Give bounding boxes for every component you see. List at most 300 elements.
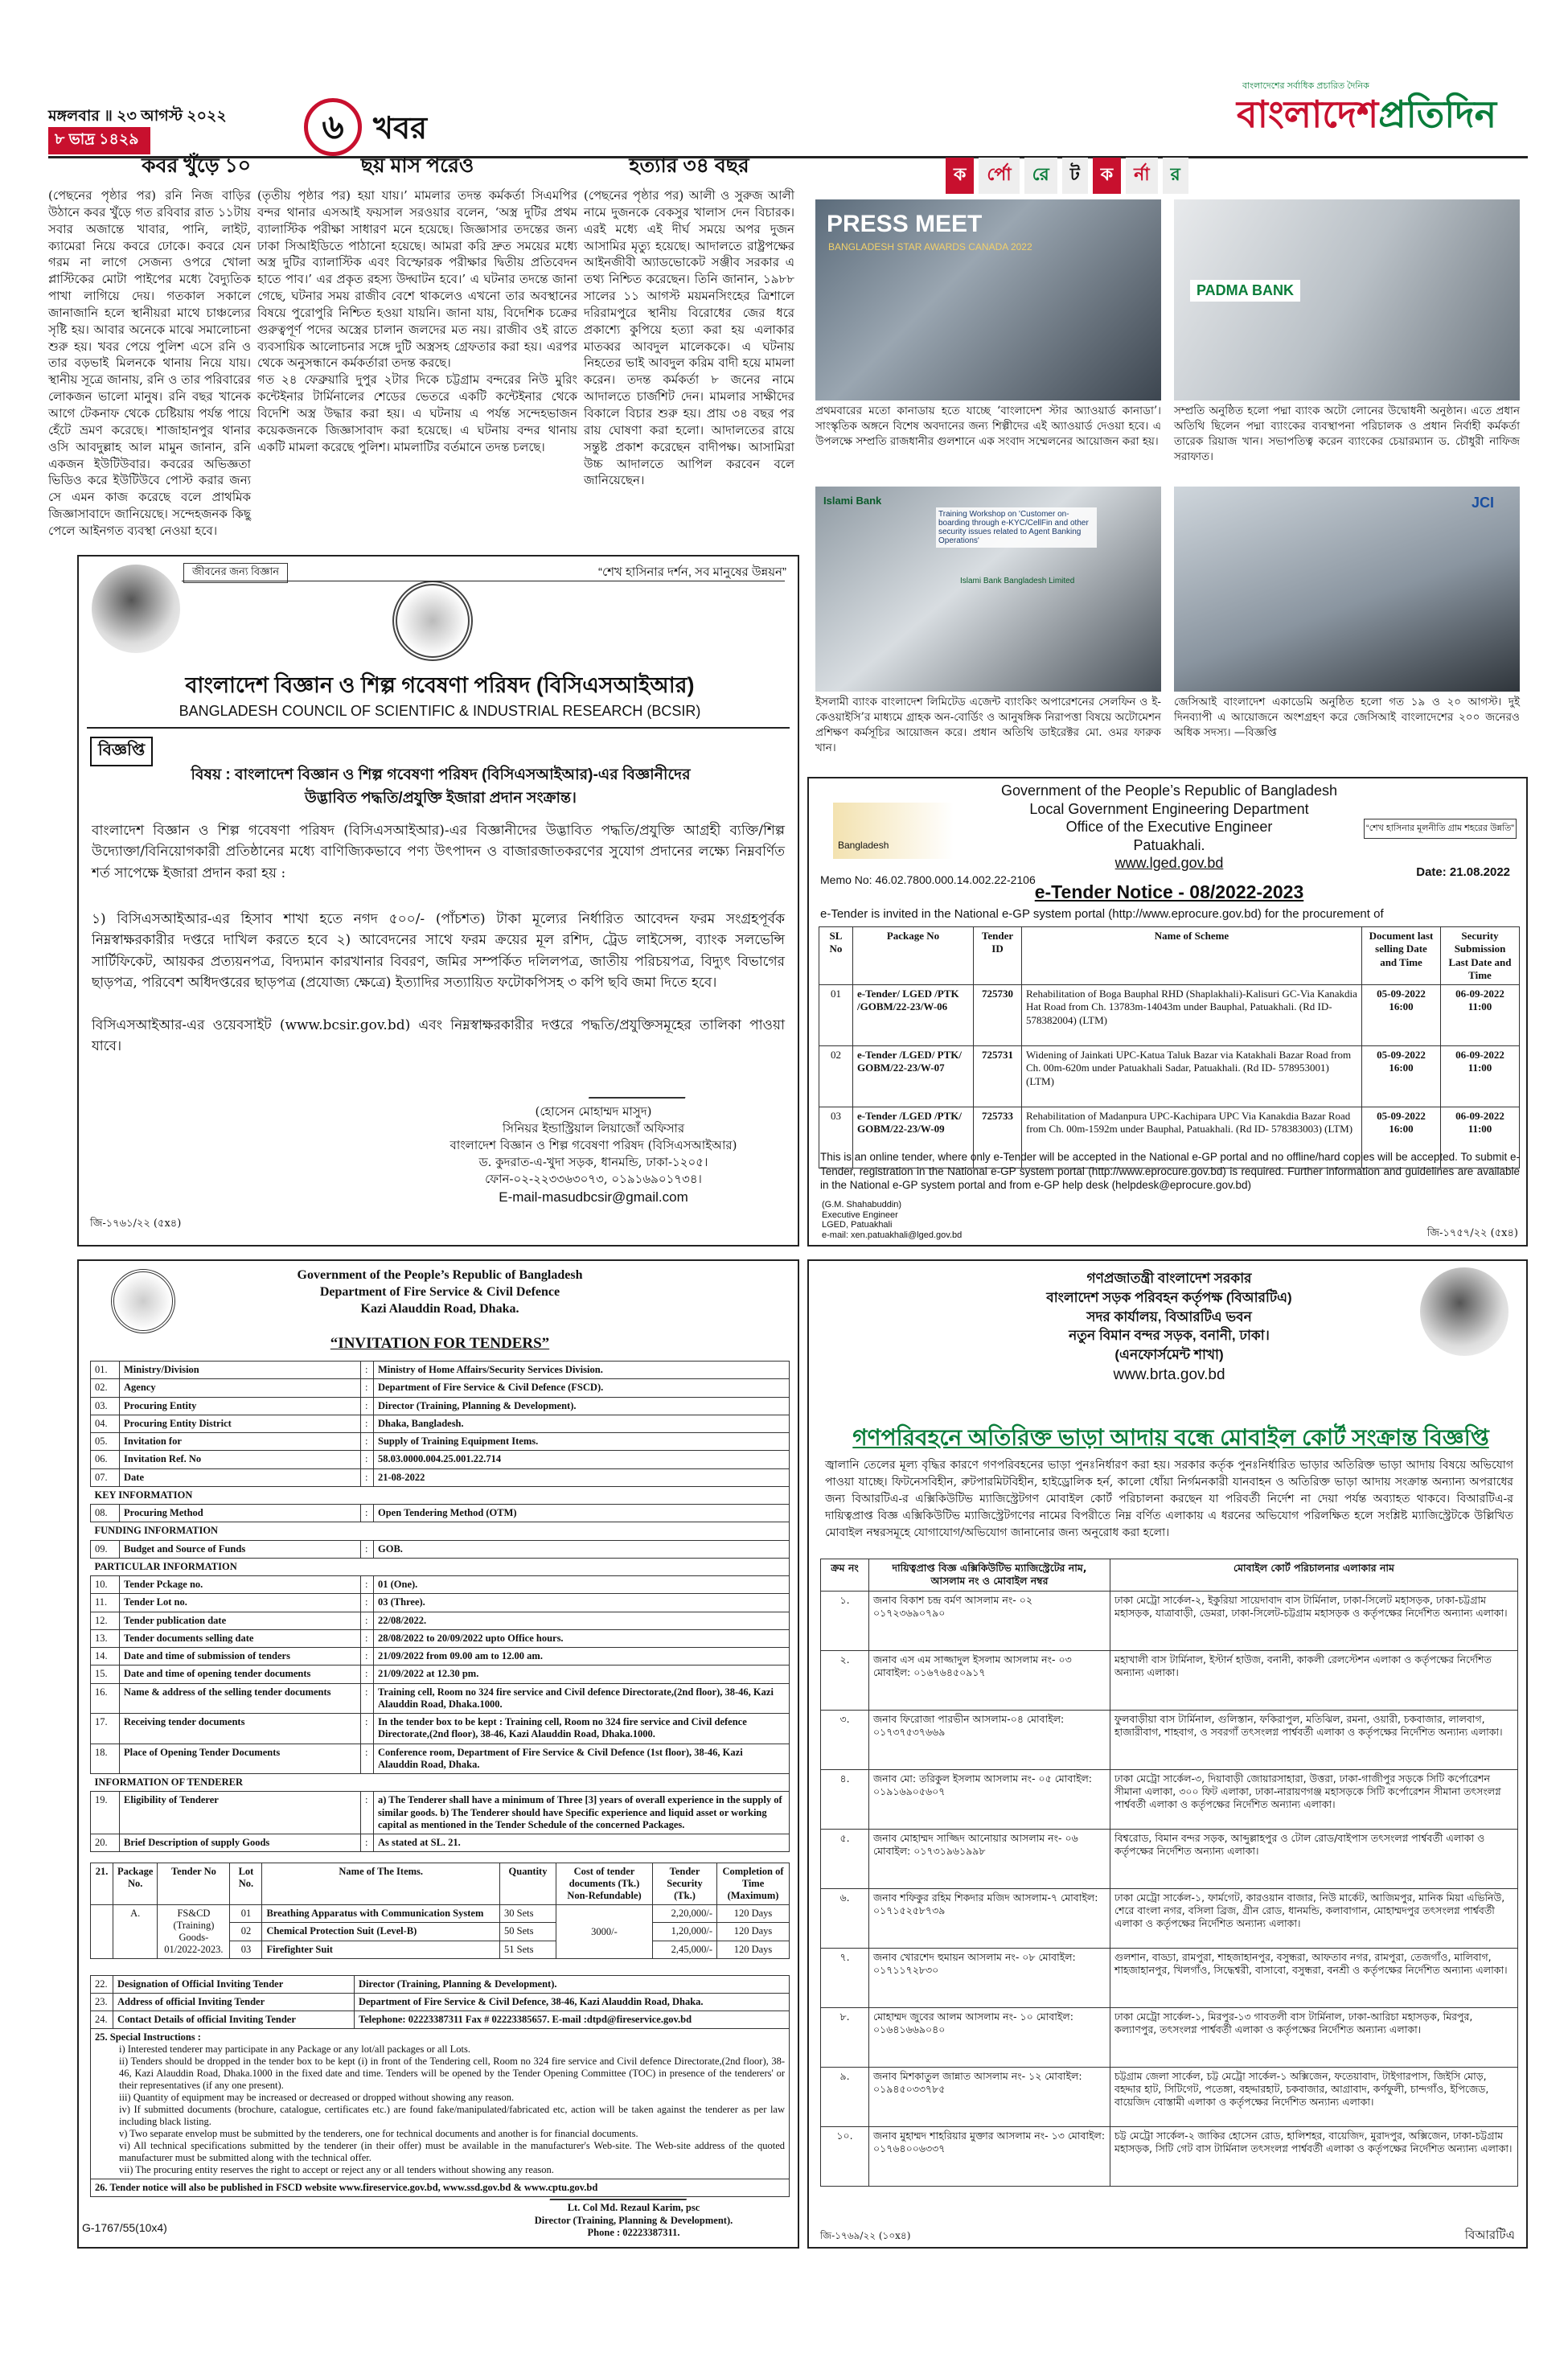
th: Package No bbox=[853, 927, 974, 985]
cell: মহাখালী বাস টার্মিনাল, ইস্টার্ন হাউজ, বনানী, কাকলী রেলস্টেশন এলাকা ও কর্তৃপক্ষের নির্দেশিত অন্যান্য এলাকা। bbox=[1110, 1650, 1518, 1710]
table-row bbox=[91, 1522, 790, 1540]
heading-letter: ট bbox=[1062, 158, 1088, 194]
header-line: Department of Fire Service & Civil Defence bbox=[319, 1284, 560, 1299]
top-tag: জীবনের জন্য বিজ্ঞান bbox=[183, 563, 288, 583]
article-body: (তৃতীয় পৃষ্ঠার পর) হয়া যায়।’ মামলার তদন্ত কর্মকর্তা সিএমপির বন্দর থানার এসআই ফয়সাল সরওয়ার বলেন, ‘অস্ত্র দুটির প্রথম ব্যালাস্টিক পরীক্ষা সাধারণ মনে হয়েছে। জিজ্ঞাসার তদন্তের জন্য ঢাকা সিআইডিতে পাঠানো হয়েছে। আমরা করি দ্রুত সময়ের মধ্যে অস্ত্র দুটির ব্যালাস্টিক এবং বিস্ফোরক পরীক্ষার দ্বিতীয় প্রতিবেদন হাতে পাব।’ এর প্রকৃত রহস্য উদ্ঘাটন হবে।’ এ ঘটনার তদন্তে জানা গেছে, ঘটনার সময় রাজীব বেশে থাকলেও এখনো তার অবস্থানের বিষয়ে পুরোপুরি নিশ্চিত হওয়া যায়নি। জানা যায়, বিদেশিক চক্রের গুরুত্বপূর্ণ পদের অস্ত্রের চালান জলদের মত নয়। রাজীব ওই রাতে ব্যবসায়িক আলোচনার সঙ্গে দুটি অস্ত্রসহ গ্রেফতার করা হয়। এরপর থেকে অনুসন্ধানে কর্মকর্তারা তদন্ত করছে। bbox=[257, 188, 577, 371]
cell[interactable]: জনাব বিকাশ চন্দ্র বর্মণ আসলাম নং- ০২ ০১৭২৩৬৯০৭৯০ bbox=[869, 1591, 1110, 1650]
cell: A. bbox=[113, 1905, 158, 1959]
table-row bbox=[821, 1591, 1518, 1650]
cell: 05-09-2022 16:00 bbox=[1362, 1046, 1441, 1107]
cell: Tender documents selling date bbox=[120, 1629, 361, 1647]
cell[interactable]: মোহাম্মদ জুবের আলম আসলাম নং- ১০ মোবাইল: ০১৬৪১৬৬৯০৪০ bbox=[869, 2007, 1110, 2067]
special-item: iii) Quantity of equipment may be increased or decreased or dropped without showing any reason. bbox=[119, 2092, 515, 2103]
cell: : bbox=[361, 1468, 374, 1486]
header-line: Government of the People’s Republic of Bangladesh bbox=[297, 1268, 583, 1282]
cell: Receiving tender documents bbox=[120, 1714, 361, 1744]
cell bbox=[91, 1905, 113, 1959]
cell: : bbox=[361, 1834, 374, 1852]
special-item: vi) All technical specifications submitted by the tenderer (in their offer) must be available in the manufacturer's Web-site. The Web-site address of the quoted manufacturer must be submitted along with the technical offer. bbox=[119, 2140, 785, 2163]
memo-date: Date: 21.08.2022 bbox=[1416, 865, 1510, 879]
cell: Procuring Method bbox=[120, 1505, 361, 1522]
heading-letter: ক bbox=[946, 158, 974, 194]
cell: 06-09-2022 11:00 bbox=[1441, 1107, 1520, 1169]
article-body-2: গত ২৪ ফেব্রুয়ারি দুপুর ২টার দিকে চট্টগ্রাম বন্দরের নিউ মুরিং কন্টেইনার টার্মিনালের শেডের ভেতরে একটি কন্টেইনার থেকে বিদেশি অস্ত্র উদ্ধার করা হয়। এ ঘটনায় এ পর্যন্ত সন্দেহভাজন কয়েকজনকে জিজ্ঞাসাবাদ করা হয়েছে। এ ঘটনায় বন্দর থানায় একটি মামলা করেছে পুলিশ। মামলাটির বর্তমানে তদন্ত চলছে। bbox=[257, 372, 577, 454]
table-row bbox=[91, 1905, 790, 1923]
table-row bbox=[91, 1648, 790, 1665]
caption: ইসলামী ব্যাংক বাংলাদেশ লিমিটেড এজেন্ট ব্যাংকিং অপারেশনের সেলফিন ও ই-কেওয়াইসি’র মাধ্যমে গ্রাহক অন-বোর্ডিং ও আনুষঙ্গিক নিরাপত্তা বিষয়ে অটোমেশন প্রশিক্ষণ কর্মসূচির আয়োজন করে। প্রধান অতিথি ডাইরেক্টর মো. ওমর ফারুক খান। bbox=[815, 696, 1161, 754]
title-bn: বাংলাদেশ বিজ্ঞান ও শিল্প গবেষণা পরিষদ (বিসিএসআইআর) bbox=[185, 673, 695, 697]
section-heading: INFORMATION OF TENDERER bbox=[91, 1774, 790, 1792]
table-header bbox=[91, 1863, 790, 1905]
caption: জেসিআই বাংলাদেশ একাডেমি অনুষ্ঠিত হলো গত ১৯ ও ২০ আগস্ট। দুই দিনব্যাপী এ আয়োজনে অংশগ্রহণ করে জেসিআই বাংলাদেশের ২০০ জনেরও অধিক সদস্য। —বিজ্ঞপ্তি bbox=[1174, 696, 1520, 739]
cell: 58.03.0000.004.25.001.22.714 bbox=[374, 1451, 790, 1468]
special-title: 25. Special Instructions : bbox=[95, 2031, 201, 2043]
sign-block bbox=[400, 1103, 786, 1207]
th: Completion of Time (Maximum) bbox=[717, 1863, 790, 1905]
cell: Open Tendering Method (OTM) bbox=[374, 1505, 790, 1522]
table-row bbox=[91, 1433, 790, 1451]
page-number: ৬ bbox=[304, 98, 362, 156]
header-line: Kazi Alauddin Road, Dhaka. bbox=[360, 1301, 519, 1316]
table-row bbox=[821, 2067, 1518, 2126]
brta-header bbox=[809, 1269, 1529, 1386]
lged-sign bbox=[822, 1200, 962, 1241]
th: 21. bbox=[91, 1863, 113, 1905]
cell: 05-09-2022 16:00 bbox=[1362, 985, 1441, 1046]
fire-items-table bbox=[90, 1863, 790, 1959]
cell: ৮. bbox=[821, 2007, 869, 2067]
cell: Procuring Entity District bbox=[120, 1415, 361, 1432]
cell: Eligibility of Tenderer bbox=[120, 1792, 361, 1834]
cell: : bbox=[361, 1397, 374, 1415]
cell: 13. bbox=[91, 1629, 120, 1647]
tender-table bbox=[819, 926, 1520, 1169]
th: Security Submission Last Date and Time bbox=[1441, 927, 1520, 985]
special-item: v) Two separate envelop must be submitted by the tenderers, one for technical documents and another is for financial documents. bbox=[119, 2128, 638, 2139]
th: দায়িত্বপ্রাপ্ত বিজ্ঞ এক্সিকিউটিভ ম্যাজিস্ট্রেটের নাম, আসলাম নং ও মোবাইল নম্বর bbox=[869, 1559, 1110, 1592]
article-body: (পেছনের পৃষ্ঠার পর) রনি নিজ বাড়ির উঠানে কবর খুঁড়ে গত রবিবার রাত ১১টায় সবার অজান্তে খাবার, পানি, লাইট, ক্যামেরা নিয়ে কবরে ঢোকে। কবরে যেন গরম না লাগে সেজন্য ওপরে খোলা প্লাস্টিকের মোটা পাইপের মধ্যে বৈদ্যুতিক পাখা লাগিয়ে দেয়। গতকাল সকালে জানাজানি হলে স্থানীয়রা মাথে চাঞ্চল্যের সৃষ্টি হয়। আবার অনেকে মাঝে সমালোচনা শুরু হয়। খবর পেয়ে পুলিশ এসে রনি ও তার বড়ভাই মিলনকে থানায় নিয়ে যায়। স্থানীয় সূত্রে জানায়, রনি ও তার পরিবারের লোকজন ভালো মানুষ। রনি বছর খানেক আগে টেকনাফ থেকে চেষ্টিয়ায় পর্যন্ত পায়ে হেঁটে ভ্রমণ করেছে। শাজাহানপুর থানার ওসি আবদুল্লাহ আল মামুন জানান, রনি একজন ইউটিউবার। কবরের অভিজ্ঞতা ভিডিও করে ইউটিউবে পোস্ট করার জন্য সে এমন কাজ করেছে বলে প্রাথমিক জিজ্ঞাসাবাদে জানিয়েছে। সন্দেহজনক কিছু পেলে আইনগত ব্যবস্থা নেওয়া হবে। bbox=[48, 188, 251, 538]
cell: Date and time of submission of tenders bbox=[120, 1648, 361, 1665]
photo-text: BANGLADESH STAR AWARDS CANADA 2022 bbox=[828, 241, 1032, 253]
cell: 21-08-2022 bbox=[374, 1468, 790, 1486]
corporate-heading bbox=[946, 158, 1188, 194]
cell: Ministry/Division bbox=[120, 1362, 361, 1379]
cell: 16. bbox=[91, 1683, 120, 1714]
header-line: Office of the Executive Engineer bbox=[1065, 819, 1273, 835]
cell: 725730 bbox=[974, 985, 1022, 1046]
lged-url[interactable]: www.lged.gov.bd bbox=[1114, 855, 1224, 871]
cell: Conference room, Department of Fire Service & Civil Defence (1st floor), 38-46, Kazi Alauddin Road, Dhaka. bbox=[374, 1744, 790, 1774]
cell: : bbox=[361, 1379, 374, 1397]
para-3: বিসিএসআইআর-এর ওয়েবসাইট (www.bcsir.gov.bd) এবং নিম্নস্বাক্ষরকারীর দপ্তরে পদ্ধতি/প্রযুক্তিসমূহের তালিকা পাওয়া যাবে। bbox=[92, 1017, 785, 1055]
cell: Tender Lot no. bbox=[120, 1594, 361, 1612]
badge-text: Bangladesh bbox=[838, 840, 889, 851]
cell: 725733 bbox=[974, 1107, 1022, 1169]
cell: ফুলবাড়ীয়া বাস টার্মিনাল, গুলিস্তান, ফকিরাপুল, মতিঝিল, রমনা, ওয়ারী, চকবাজার, লালবাগ, হাজারীবাগ, শাহবাগ, ও সবরগাঁ তৎসংলগ্ন পার্শ্ববর্তী এলাকা ও কর্তৃপক্ষের নির্দেশিত অন্যান্য এলাকা। bbox=[1110, 1710, 1518, 1769]
cell: 22. bbox=[91, 1976, 113, 1994]
th: Tender No bbox=[158, 1863, 230, 1905]
article-kobor bbox=[48, 150, 251, 538]
photo-padma-bank bbox=[1174, 199, 1520, 400]
cell: : bbox=[361, 1594, 374, 1612]
cell: : bbox=[361, 1629, 374, 1647]
photo-text: PRESS MEET bbox=[827, 211, 983, 237]
bcsir-seal-icon bbox=[392, 581, 473, 661]
special-item: i) Interested tenderer may participate in any Package or any lot/all packages or all Lots. bbox=[119, 2043, 470, 2055]
cell: FS&CD (Training) Goods-01/2022-2023. bbox=[158, 1905, 230, 1959]
cell[interactable]: জনাব মোহাম্মদ সাজ্জিদ আনোয়ার আসলাম নং- ০৬ মোবাইল: ০১৭৩১৯৬১৯৯৮ bbox=[869, 1829, 1110, 1888]
cell[interactable]: জনাব ফিরোজা পারভীন আসলাম-০৪ মোবাইল: ০১৭৩৭৫৩৭৬৬৯ bbox=[869, 1710, 1110, 1769]
cell: 21/09/2022 at 12.30 pm. bbox=[374, 1665, 790, 1683]
fire-title: “INVITATION FOR TENDERS” bbox=[330, 1335, 550, 1352]
article-title: ছয় মাস পরেও bbox=[360, 154, 474, 177]
brta-url[interactable]: www.brta.gov.bd bbox=[1113, 1366, 1225, 1383]
cell: e-Tender /LGED /PTK/ GOBM/22-23/W-09 bbox=[853, 1107, 974, 1169]
cell: 05. bbox=[91, 1433, 120, 1451]
brta-table bbox=[820, 1559, 1518, 2187]
th: Document last selling Date and Time bbox=[1362, 927, 1441, 985]
caption: প্রথমবারের মতো কানাডায় হতে যাচ্ছে ‘বাংলাদেশ স্টার অ্যাওয়ার্ড কানাডা’। সাংস্কৃতিক অঙ্গনে বিশেষ অবদানের জন্য শিল্পীদের এই অ্যাওয়ার্ড দেওয়া হবে। এ উপলক্ষে সম্প্রতি রাজধানীর গুলশানে এক সংবাদ সম্মেলনের আয়োজন করা হয়। bbox=[815, 405, 1161, 448]
cell: 2,45,000/- bbox=[653, 1941, 717, 1958]
cell: Supply of Training Equipment Items. bbox=[374, 1433, 790, 1451]
cell[interactable]: জনাব খোরশেদ হুমায়ন আসলাম নং- ০৮ মোবাইল: ০১৭১১৭২৮৩০ bbox=[869, 1948, 1110, 2007]
bcsir-notice bbox=[77, 555, 799, 1247]
cell: Name & address of the selling tender documents bbox=[120, 1683, 361, 1714]
cell: : bbox=[361, 1648, 374, 1665]
cell: 14. bbox=[91, 1648, 120, 1665]
table-row bbox=[91, 1612, 790, 1629]
ad-ref: জি-১৭৬১/২২ (৫x৪) bbox=[90, 1218, 182, 1230]
sign-name: (হোসেন মোহাম্মদ মাসুদ) bbox=[535, 1104, 652, 1119]
cell: 50 Sets bbox=[500, 1923, 556, 1941]
notice-title: e-Tender Notice - 08/2022-2023 bbox=[1034, 881, 1304, 902]
th: Tender ID bbox=[974, 927, 1022, 985]
special-item: ii) Tenders should be dropped in the tender box to be kept (i) in front of the Tendering cell, Room no 324 fire service and Civil defence Directorate,(2nd floor), 38-46, Kazi Alauddin Road, Dhaka.1000 in the fixed date and time. Tenders will be opened by the Tender Opening Committee (TOC) in presence of the tenderers' or their representatives (if any one present). bbox=[119, 2056, 785, 2091]
header-line: বাংলাদেশ সড়ক পরিবহন কর্তৃপক্ষ (বিআরটিএ) bbox=[1046, 1289, 1292, 1305]
logo-tagline: বাংলাদেশের সর্বাধিক প্রচারিত দৈনিক bbox=[1242, 81, 1369, 91]
cell: 22/08/2022. bbox=[374, 1612, 790, 1629]
table-row bbox=[91, 1362, 790, 1379]
header-line: Local Government Engineering Department bbox=[1029, 800, 1309, 817]
heading-letter: র bbox=[1163, 158, 1188, 194]
article-chhoy bbox=[257, 150, 577, 528]
cell: 21/09/2022 from 09.00 am to 12.00 am. bbox=[374, 1648, 790, 1665]
table-header bbox=[819, 927, 1520, 985]
cell: a) The Tenderer shall have a minimum of Three [3] years of overall experience in the supply of similar goods. b) The Tenderer should have Specific experience and liquid asset or working capital as mentioned in the Tender Schedule of the concerned Packages. bbox=[374, 1792, 790, 1834]
cell: Procuring Entity bbox=[120, 1397, 361, 1415]
cell: Tender Pckage no. bbox=[120, 1576, 361, 1594]
cell: 120 Days bbox=[717, 1941, 790, 1958]
photo-islami-bank bbox=[815, 487, 1161, 692]
fire-header bbox=[79, 1267, 801, 1317]
sign-line[interactable]: e-mail: xen.patuakhali@lged.gov.bd bbox=[822, 1230, 963, 1240]
right-slogan: “শেখ হাসিনার মূলনীতি গ্রাম শহরের উন্নতি” bbox=[1364, 819, 1517, 839]
notice-intro: e-Tender is invited in the National e-GP system portal (http://www.eprocure.gov.bd) for the procurement of bbox=[820, 907, 1384, 921]
signature-icon bbox=[589, 1071, 695, 1099]
cell: 15. bbox=[91, 1665, 120, 1683]
special-item: vii) The procuring entity reserves the right to accept or reject any or all tenders without showing any reason. bbox=[119, 2164, 554, 2175]
table-row bbox=[91, 1976, 790, 1994]
photo-press-meet bbox=[815, 199, 1161, 400]
footer-right: বিআরটিএ bbox=[1464, 2228, 1515, 2242]
table-row bbox=[91, 1540, 790, 1558]
sign-line: ড. কুদরাত-এ-খুদা সড়ক, ধানমন্ডি, ঢাকা-১২০৫। bbox=[478, 1155, 708, 1169]
date-line: মঙ্গলবার ॥ ২৩ আগস্ট ২০২২ bbox=[48, 108, 227, 125]
cell: Breathing Apparatus with Communication System bbox=[262, 1905, 500, 1923]
cell: ঢাকা মেট্রো সার্কেল-১, মিরপুর-১৩ গাবতলী বাস টার্মিনাল, ঢাকা-আরিচা মহাসড়ক, মিরপুর, কল্যাণপুর, তৎসংলগ্ন পার্শ্ববর্তী এলাকা ও কর্তৃপক্ষের নির্দেশিত অন্যান্য এলাকা। bbox=[1110, 2007, 1518, 2067]
fire-service-tender bbox=[77, 1259, 799, 2249]
table-row bbox=[821, 1888, 1518, 1948]
cell: 01 (One). bbox=[374, 1576, 790, 1594]
cell: Training cell, Room no 324 fire service and Civil defence Directorate,(2nd floor), 38-46, Kazi Alauddin Road, Dhaka.1000. bbox=[374, 1683, 790, 1714]
cell: Director (Training, Planning & Development). bbox=[355, 1976, 790, 1994]
cell: 120 Days bbox=[717, 1923, 790, 1941]
corporate-corner bbox=[809, 153, 1528, 772]
table-row bbox=[821, 1710, 1518, 1769]
table-row bbox=[91, 1505, 790, 1522]
cell: 02 bbox=[230, 1923, 262, 1941]
cell: 20. bbox=[91, 1834, 120, 1852]
table-row bbox=[91, 1397, 790, 1415]
cell: 01. bbox=[91, 1362, 120, 1379]
table-row bbox=[91, 1714, 790, 1744]
photo-text: Islami Bank bbox=[823, 495, 882, 507]
cell: 03 bbox=[819, 1107, 853, 1169]
header-line: Patuakhali. bbox=[1133, 836, 1205, 853]
heading-letter: রে bbox=[1024, 158, 1057, 194]
table-row bbox=[91, 2011, 790, 2029]
th: Name of The Items. bbox=[262, 1863, 500, 1905]
th: মোবাইল কোর্ট পরিচালনার এলাকার নাম bbox=[1110, 1559, 1518, 1592]
th: Package No. bbox=[113, 1863, 158, 1905]
heading-letter: র্না bbox=[1126, 158, 1158, 194]
caption: সম্প্রতি অনুষ্ঠিত হলো পদ্মা ব্যাংক অটো লোনের উদ্বোধনী অনুষ্ঠান। এতে প্রধান অতিথি ছিলেন পদ্মা ব্যাংকের ব্যবস্থাপনা পরিচালক ও প্রধান নির্বাহী কর্মকর্তা তারেক রিয়াজ খান। সভাপতিত্ব করেন ব্যাংকের চেয়ারম্যান ড. চৌধুরী নাফিজ সরাফাত। bbox=[1174, 405, 1520, 463]
cell: 51 Sets bbox=[500, 1941, 556, 1958]
header-line: গণপ্রজাতন্ত্রী বাংলাদেশ সরকার bbox=[1086, 1271, 1252, 1286]
table-row bbox=[91, 1994, 790, 2011]
cell: Rehabilitation of Boga Bauphal RHD (Shaplakhali)-Kalisuri GC-Via Kanakdia Hat Road from Ch. 13783m-14043m under Bauphal, Patuakhali. (Rd ID- 578382004) (LTM) bbox=[1022, 985, 1362, 1046]
cell: 17. bbox=[91, 1714, 120, 1744]
title-en: BANGLADESH COUNCIL OF SCIENTIFIC & INDUSTRIAL RESEARCH (BCSIR) bbox=[179, 703, 701, 719]
brta-intro: জ্বালানি তেলের মূল্য বৃদ্ধির কারণে গণপরিবহনের ভাড়া পুনঃনির্ধারণ করা হয়। সরকার কর্তৃক পুনঃনির্ধারিত ভাড়ার অতিরিক্ত ভাড়া আদায় বিষয়ে অভিযোগ পাওয়া যাচ্ছে। ফিটনেসবিহীন, রুটপারমিটবিহীন, হাইড্রোলিক হর্ন, কালো ধোঁয়া নির্গমনকারী যানবাহন ও অতিরিক্ত ভাড়া আদায় সংক্রান্ত অন্যান্য অপরাধের জন্য বিআরটিএ-র এক্সিকিউটিভ ম্যাজিস্ট্রেটগণ মোবাইল কোর্ট পরিচালনা করছেন যা পরিবর্তী নির্দেশ না দেয়া পর্যন্ত অব্যাহত থাকবে। বিআরটিএ-র দায়িত্বপ্রাপ্ত বিজ্ঞ এক্সিকিউটিভ ম্যাজিস্ট্রেটগণের নামের বিপরীতে নিম্ন বর্ণিত এলাকায় এ ধরনের অভিযোগ পরিলক্ষিত হলে সংশ্লিষ্ট ম্যাজিস্ট্রেটকে উল্লিখিত মোবাইল নম্বরসমূহে যোগাযোগ/অভিযোগ জানানোর জন্য অনুরোধ করা হলো। bbox=[825, 1459, 1513, 1539]
cell: Brief Description of supply Goods bbox=[120, 1834, 361, 1852]
sign-line: ফোন-০২-২২৩৩৬৩০৭৩, ০১৯১৬৯০১৭৩৪। bbox=[485, 1172, 702, 1186]
cell: : bbox=[361, 1451, 374, 1468]
cell: 12. bbox=[91, 1612, 120, 1629]
cell: Rehabilitation of Madanpura UPC-Kachipara UPC Via Kanakdia Bazar Road from Ch. 00m-1592m under Bauphal, Patuakhali. (Rd ID- 578383003) (LTM) bbox=[1022, 1107, 1362, 1169]
mujib-logo-icon bbox=[92, 565, 180, 653]
cell: ৬. bbox=[821, 1888, 869, 1948]
photo-text: JCI bbox=[1472, 495, 1495, 511]
brand-logo[interactable] bbox=[1237, 92, 1496, 137]
header-line: Government of the People’s Republic of Bangladesh bbox=[1001, 782, 1337, 799]
cell: 11. bbox=[91, 1594, 120, 1612]
cell[interactable]: জনাব মুহাম্মদ শাহরিয়ার মুক্তার আসলাম নং- ১৩ মোবাইল: ০১৭৬৪০০৬৩৩৭ bbox=[869, 2126, 1110, 2186]
brta-title: গণপরিবহনে অতিরিক্ত ভাড়া আদায় বন্ধে মোবাইল কোর্ট সংক্রান্ত বিজ্ঞপ্তি bbox=[852, 1425, 1489, 1450]
cell: 1,20,000/- bbox=[653, 1923, 717, 1941]
cell: 23. bbox=[91, 1994, 113, 2011]
cell: 02 bbox=[819, 1046, 853, 1107]
cell[interactable]: জনাব এস এম সাজ্জাদুল ইসলাম আসলাম নং- ০৩ মোবাইল: ০১৬৭৬৪৫০৯১৭ bbox=[869, 1650, 1110, 1710]
sign-line: Director (Training, Planning & Development). bbox=[534, 2214, 733, 2226]
cell: 19. bbox=[91, 1792, 120, 1834]
table-row bbox=[819, 1046, 1520, 1107]
th: Tender Security (Tk.) bbox=[653, 1863, 717, 1905]
cell: Date and time of opening tender documents bbox=[120, 1665, 361, 1683]
table-header bbox=[821, 1559, 1518, 1592]
cell: Place of Opening Tender Documents bbox=[120, 1744, 361, 1774]
cell: 01 bbox=[230, 1905, 262, 1923]
th: Cost of tender documents (Tk.) Non-Refundable) bbox=[556, 1863, 653, 1905]
cell: : bbox=[361, 1540, 374, 1558]
cell: In the tender box to be kept : Training cell, Room no 324 fire service and Civil defence Directorate,(2nd floor), 38-46, Kazi Alauddin Road, Dhaka.1000. bbox=[374, 1714, 790, 1744]
table-row bbox=[91, 1629, 790, 1647]
cell: Widening of Jainkati UPC-Katua Taluk Bazar via Katakhali Bazar Road from Ch. 00m-620m under Patuakhali Sadar, Patuakhali. (Rd ID- 578953001) (LTM) bbox=[1022, 1046, 1362, 1107]
sign-line: LGED, Patuakhali bbox=[822, 1220, 893, 1230]
table-row bbox=[91, 1792, 790, 1834]
table-row bbox=[91, 1468, 790, 1486]
heading-letter: র্পো bbox=[979, 158, 1019, 194]
table-row bbox=[91, 1834, 790, 1852]
signature-icon bbox=[549, 2178, 693, 2200]
table-row bbox=[821, 1829, 1518, 1888]
table-row bbox=[91, 1379, 790, 1397]
cell: ৩. bbox=[821, 1710, 869, 1769]
cell: : bbox=[361, 1792, 374, 1834]
fire-info-table bbox=[90, 1361, 790, 1852]
cell: ১০. bbox=[821, 2126, 869, 2186]
cell: e-Tender /LGED/ PTK/ GOBM/22-23/W-07 bbox=[853, 1046, 974, 1107]
cell: 10. bbox=[91, 1576, 120, 1594]
cell[interactable]: জনাব মো: তরিকুল ইসলাম আসলাম নং- ০৫ মোবাইল: ০১৯১৬৯০৫৬০৭ bbox=[869, 1769, 1110, 1829]
special-item: iv) If submitted documents (brochure, catalogue, certificates etc.) are found fake/manipulated/fabricated etc, action will be taken against the tenderer as per law including black listing. bbox=[119, 2104, 785, 2127]
website-note[interactable]: 26. Tender notice will also be published in FSCD website www.fireservice.gov.bd, www.ssd.gov.bd & www.cptu.gov.bd bbox=[91, 2179, 790, 2197]
th: Quantity bbox=[500, 1863, 556, 1905]
cell: 06. bbox=[91, 1451, 120, 1468]
divider bbox=[87, 727, 790, 729]
cell: Dhaka, Bangladesh. bbox=[374, 1415, 790, 1432]
lged-logo-icon bbox=[833, 803, 954, 859]
cell: : bbox=[361, 1744, 374, 1774]
cell: 120 Days bbox=[717, 1905, 790, 1923]
cell: : bbox=[361, 1683, 374, 1714]
cell: Department of Fire Service & Civil Defence, 38-46, Kazi Alauddin Road, Dhaka. bbox=[355, 1994, 790, 2011]
cell: 24. bbox=[91, 2011, 113, 2029]
cell: Address of official Inviting Tender bbox=[113, 1994, 355, 2011]
cell: চট্ট মেট্রো সার্কেল-২ জাকির হোসেন রোড, হালিশহর, বায়েজিদ, মুরাদপুর, অক্সিজেন, ঢাকা-চট্টগ্রাম মহাসড়ক, সিটি গেট বাস টার্মিনাল তৎসংলগ্ন পার্শ্ববর্তী এলাকা ও কর্তৃপক্ষের নির্দেশিত অন্যান্য এলাকা। bbox=[1110, 2126, 1518, 2186]
cell: 03 (Three). bbox=[374, 1594, 790, 1612]
th: SL No bbox=[819, 927, 853, 985]
cell: e-Tender/ LGED /PTK /GOBM/22-23/W-06 bbox=[853, 985, 974, 1046]
header-line: নতুন বিমান বন্দর সড়ক, বনানী, ঢাকা। bbox=[1069, 1328, 1270, 1344]
table-row bbox=[91, 1744, 790, 1774]
table-row bbox=[91, 1683, 790, 1714]
memo-no: Memo No: 46.02.7800.000.14.002.22-2106 bbox=[820, 873, 1036, 886]
photo-text: Islami Bank Bangladesh Limited bbox=[960, 577, 1075, 585]
logo-part-1: বাংলাদেশ bbox=[1237, 93, 1379, 135]
cell: GOB. bbox=[374, 1540, 790, 1558]
table-row bbox=[821, 2126, 1518, 2186]
cell: Budget and Source of Funds bbox=[120, 1540, 361, 1558]
cell: ঢাকা মেট্রো সার্কেল-২, ইকুরিয়া সায়েদাবাদ বাস টার্মিনাল, ঢাকা-সিলেট মহাসড়ক, ঢাকা-চট্টগ্রাম মহাসড়ক, যাত্রাবাড়ী, ডেমরা, ঢাকা-সিলেট-চট্টগ্রাম মহাসড়ক ও কর্তৃপক্ষের নির্দেশিত অন্যান্য এলাকা। bbox=[1110, 1591, 1518, 1650]
cell: Agency bbox=[120, 1379, 361, 1397]
fire-sign bbox=[481, 2202, 786, 2240]
table-row bbox=[91, 1576, 790, 1594]
subject: বিষয় : বাংলাদেশ বিজ্ঞান ও শিল্প গবেষণা পরিষদ (বিসিএসআইআর)-এর বিজ্ঞানীদের উদ্ভাবিত পদ্ধতি/প্রযুক্তি ইজারা প্রদান সংক্রান্ত। bbox=[191, 766, 691, 807]
ad-ref: জি-১৭৫৭/২২ (৫x৪) bbox=[1426, 1227, 1518, 1239]
sign-line: Lt. Col Md. Rezaul Karim, psc bbox=[567, 2202, 700, 2213]
cell: ৯. bbox=[821, 2067, 869, 2126]
tender-footer-note: This is an online tender, where only e-Tender will be accepted in the National e-GP portal and no offline/hard copies will be accepted. To submit e-Tender, registration in the National e-GP system portal (http://www.eprocure.gov.bd) is required. Further information and guidelines are available in the National e-GP system portal and from e-GP help desk (helpdesk@eprocure.gov.bd) bbox=[820, 1151, 1520, 1192]
brta-notice bbox=[807, 1259, 1528, 2249]
mujib-logo-icon bbox=[1420, 1267, 1508, 1356]
sign-line: Executive Engineer bbox=[822, 1210, 898, 1220]
article-title: হত্যার ৩৪ বছর bbox=[629, 154, 749, 177]
article-title: কবর খুঁড়ে ১০ bbox=[142, 154, 251, 177]
cell: ২. bbox=[821, 1650, 869, 1710]
cell: Date bbox=[120, 1468, 361, 1486]
cell: 04. bbox=[91, 1415, 120, 1432]
header-line: (এনফোর্সমেন্ট শাখা) bbox=[1114, 1347, 1224, 1363]
table-row bbox=[91, 1558, 790, 1575]
cell: : bbox=[361, 1415, 374, 1432]
photo-text: Training Workshop on 'Customer on-boarding through e-KYC/CellFin and other security issues related to Agent Banking Operations' bbox=[936, 507, 1097, 548]
cell[interactable]: Telephone: 02223387311 Fax # 02223385657. E-mail :dtpd@fireservice.gov.bd bbox=[355, 2011, 790, 2029]
cell: 725731 bbox=[974, 1046, 1022, 1107]
cell: Firefighter Suit bbox=[262, 1941, 500, 1958]
top-slogan: “শেখ হাসিনার দর্শন, সব মানুষের উন্নয়ন” bbox=[598, 565, 786, 579]
th: Name of Scheme bbox=[1022, 927, 1362, 985]
cell: 06-09-2022 11:00 bbox=[1441, 985, 1520, 1046]
cell: As stated at SL. 21. bbox=[374, 1834, 790, 1852]
th: Lot No. bbox=[230, 1863, 262, 1905]
photo-text: PADMA BANK bbox=[1190, 280, 1300, 302]
logo-part-2: প্রতিদিন bbox=[1378, 93, 1497, 135]
table-row bbox=[91, 1415, 790, 1432]
article-body: (পেছনের পৃষ্ঠার পর) আলী ও সুরুজ আলী নামে দুজনকে বেকসুর খালাস দেন বিচারক। এরই মধ্যে এই দীর্ঘ সময়ে অপর দুজন আসামির মৃত্যু হয়েছে। আদালতে রাষ্ট্রপক্ষের আইনজীবী অ্যাডভোকেট সঞ্জীব সরকার এ তথ্য নিশ্চিত করেছেন। তিনি জানান, ১৯৮৮ সালের ১১ আগস্ট ময়মনসিংহের ত্রিশালে দরিরামপুরে স্থানীয় বিরোধের জের ধরে প্রকাশ্যে কুপিয়ে হত্যা করা হয় এলাকার মাতব্বর আবদুল মালেককে। এ ঘটনায় নিহতের ভাই আবদুল করিম বাদী হয়ে মামলা করেন। তদন্ত কর্মকর্তা ৮ জনের নামে আদালতে চার্জশিট দেন। মামলার সাক্ষীদের বিকালে বিচার শুরু হয়। প্রায় ৩৪ বছর পর রায় ঘোষণা করা হলো। আদালতের রায়ে সন্তুষ্ট প্রকাশ করেছেন বাদীপক্ষ। আসামিরা উচ্চ আদালতে আপিল করবেন বলে জানিয়েছেন। bbox=[584, 188, 794, 488]
cell[interactable]: জনাব শফিকুর রহিম শিকদার মজিদ আসলাম-৭ মোবাইল: ০১৭১৫২৫৮৭৩৯ bbox=[869, 1888, 1110, 1948]
cell: 06-09-2022 11:00 bbox=[1441, 1046, 1520, 1107]
table-row bbox=[821, 1769, 1518, 1829]
cell: ৪. bbox=[821, 1769, 869, 1829]
cell: : bbox=[361, 1505, 374, 1522]
cell: 03. bbox=[91, 1397, 120, 1415]
cell: ৭. bbox=[821, 1948, 869, 2007]
cell: 30 Sets bbox=[500, 1905, 556, 1923]
article-hotyar bbox=[584, 150, 794, 528]
special-instructions bbox=[91, 2029, 790, 2179]
cell: 08. bbox=[91, 1505, 120, 1522]
cell: : bbox=[361, 1714, 374, 1744]
sign-email[interactable]: E-mail-masudbcsir@gmail.com bbox=[499, 1189, 688, 1205]
lged-tender bbox=[807, 777, 1528, 1247]
cell: 28/08/2022 to 20/09/2022 upto Office hours. bbox=[374, 1629, 790, 1647]
notice-label: বিজ্ঞপ্তি bbox=[90, 737, 153, 766]
cell: 09. bbox=[91, 1540, 120, 1558]
date-line-bangla: ৮ ভাদ্র ১৪২৯ bbox=[48, 127, 150, 154]
table-row bbox=[91, 1594, 790, 1612]
cell[interactable]: জনাব মিশকাতুল জান্নাত আসলাম নং- ১২ মোবাইল: ০১৯৪৫০৩৩৭৮৫ bbox=[869, 2067, 1110, 2126]
cell: 01 bbox=[819, 985, 853, 1046]
cell: Invitation for bbox=[120, 1433, 361, 1451]
cell: বিশ্বরোড, বিমান বন্দর সড়ক, আব্দুল্লাহপুর ও টোল রোড/বাইপাস তৎসংলগ্ন পার্শ্ববর্তী এলাকা ও কর্তৃপক্ষের নির্দেশিত অন্যান্য এলাকা। bbox=[1110, 1829, 1518, 1888]
cell: Chemical Protection Suit (Level-B) bbox=[262, 1923, 500, 1941]
cell: 18. bbox=[91, 1744, 120, 1774]
cell: 3000/- bbox=[556, 1905, 653, 1959]
cell: 02. bbox=[91, 1379, 120, 1397]
cell: Tender publication date bbox=[120, 1612, 361, 1629]
cell: : bbox=[361, 1433, 374, 1451]
